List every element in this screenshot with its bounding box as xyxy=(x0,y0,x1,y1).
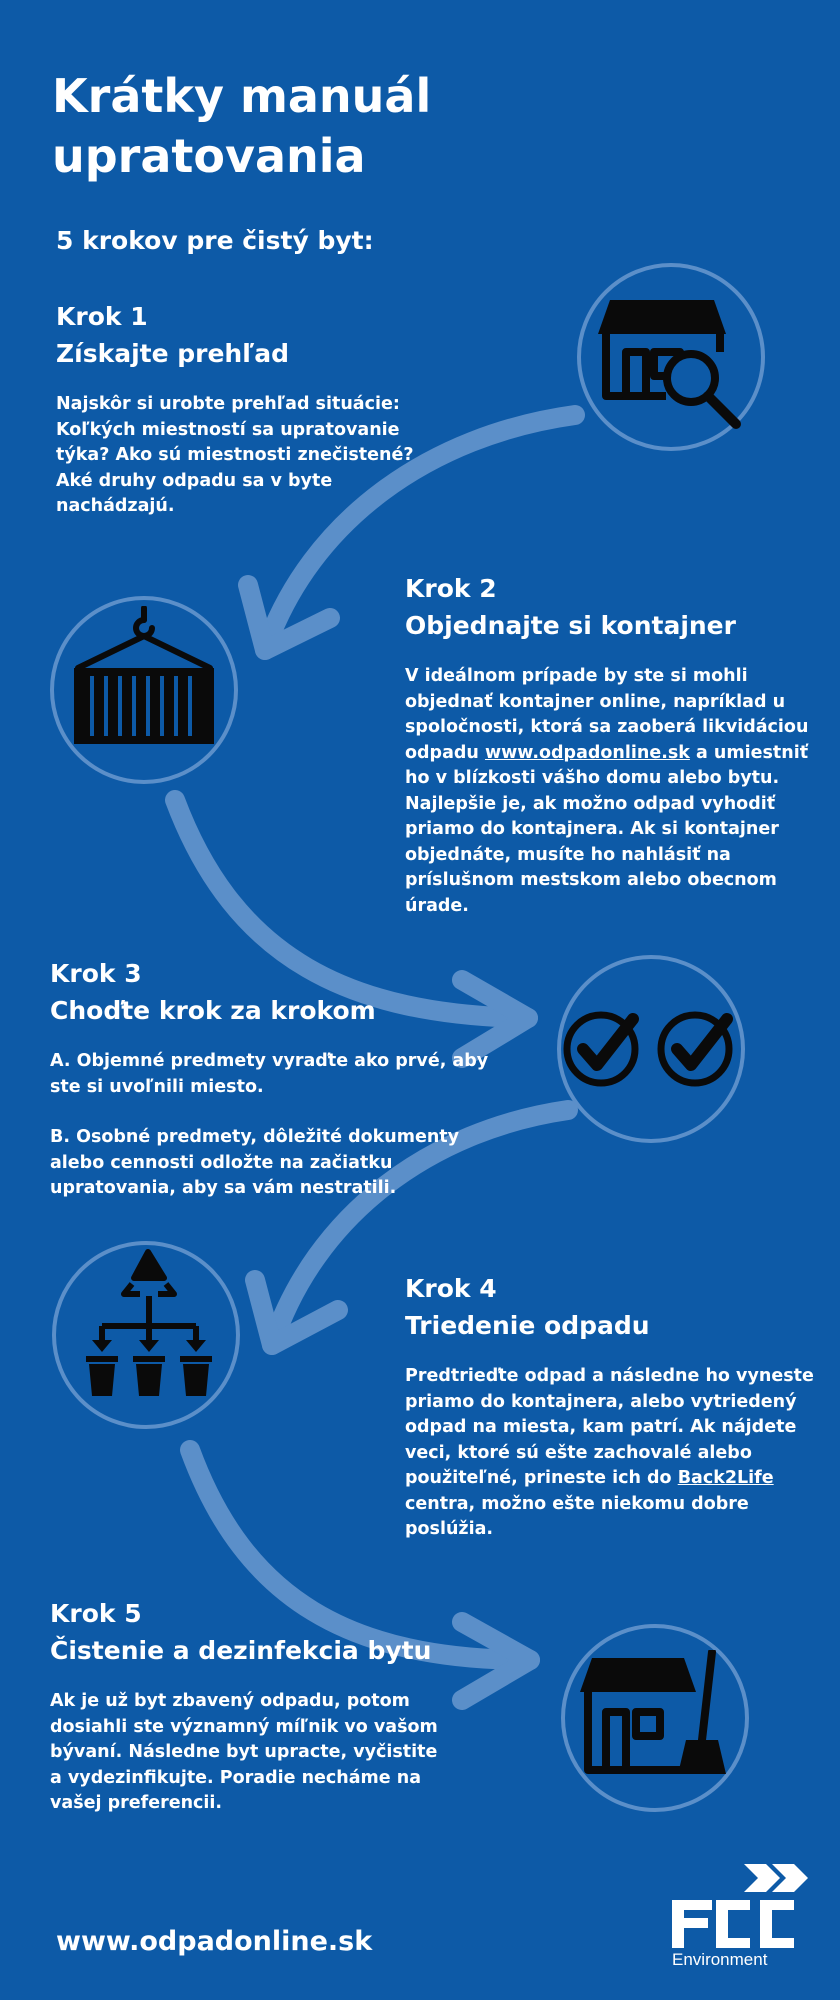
step-3-text xyxy=(50,1049,490,1202)
checkmarks-icon xyxy=(561,1009,741,1089)
step-4 xyxy=(405,1270,815,1543)
step-2-title: Objednajte si kontajner xyxy=(405,611,736,640)
fcc-environment-label: Environment xyxy=(672,1950,768,1969)
step-1-number: Krok 1 xyxy=(56,302,148,331)
page-subtitle: 5 krokov pre čistý byt: xyxy=(56,226,374,255)
step-5 xyxy=(50,1595,450,1817)
step-2-text-after: a umiestniť ho v blízkosti vášho domu alebo bytu. Najlepšie je, ak možno odpad vyhodiť priamo do kontajnera. Ak si kontajner objednáte, musíte ho nahlásiť na príslušnom mestskom alebo obecnom úrade. xyxy=(405,742,809,916)
step-4-text-before: Predtrieďte odpad a následne ho vyneste priamo do kontajnera, alebo vytriedený odpad na miesta, kam patrí. Ak nájdete veci, ktoré sú ešte zachovalé alebo použiteľné, prineste ich do xyxy=(405,1366,814,1488)
step-3 xyxy=(50,955,490,1202)
page-title: Krátky manuál upratovania xyxy=(52,69,432,183)
footer-url[interactable]: www.odpadonline.sk xyxy=(56,1926,373,1957)
step-1 xyxy=(56,298,436,520)
step-4-text xyxy=(405,1364,815,1543)
step-3-number: Krok 3 xyxy=(50,959,142,988)
step-4-title: Triedenie odpadu xyxy=(405,1311,650,1340)
step-5-title: Čistenie a dezinfekcia bytu xyxy=(50,1636,432,1665)
step-2-number: Krok 2 xyxy=(405,574,497,603)
step-4-text-after: centra, možno ešte niekomu dobre poslúžia. xyxy=(405,1493,749,1539)
house-broom-icon xyxy=(580,1650,730,1780)
step-5-text: Ak je už byt zbavený odpadu, potom dosiahli ste významný míľnik vo vašom bývaní. Následne byt upracte, vyčistite a vydezinfikujte. Poradie necháme na vašej preferencii. xyxy=(50,1691,438,1813)
step-1-title: Získajte prehľad xyxy=(56,339,289,368)
odpadonline-link[interactable]: www.odpadonline.sk xyxy=(484,742,690,763)
fcc-logo-mark xyxy=(668,1864,820,1950)
step-4-number: Krok 4 xyxy=(405,1274,497,1303)
step-2 xyxy=(405,570,815,919)
step-3-text-a: A. Objemné predmety vyraďte ako prvé, aby ste si uvoľnili miesto. xyxy=(50,1051,489,1097)
step-1-text: Najskôr si urobte prehľad situácie: Koľkých miestností sa upratovanie týka? Ako sú miestnosti znečistené? Aké druhy odpadu sa v byte nachádzajú. xyxy=(56,394,414,516)
step-3-title: Choďte krok za krokom xyxy=(50,996,376,1025)
recycle-sorting-icon xyxy=(84,1248,214,1398)
step-5-number: Krok 5 xyxy=(50,1599,142,1628)
step-2-text xyxy=(405,664,815,919)
step-2-text-before: V ideálnom prípade by ste si mohli objednať kontajner online, napríklad u spoločnosti, ktorá sa zaoberá likvidáciou odpadu xyxy=(405,666,809,763)
container-icon xyxy=(70,606,220,756)
house-search-icon xyxy=(596,290,746,440)
back2life-link[interactable]: Back2Life xyxy=(677,1468,774,1488)
step-3-text-b: B. Osobné predmety, dôležité dokumenty alebo cennosti odložte na začiatku upratovania, aby sa vám nestratili. xyxy=(50,1127,460,1198)
fcc-logo xyxy=(668,1864,820,1974)
